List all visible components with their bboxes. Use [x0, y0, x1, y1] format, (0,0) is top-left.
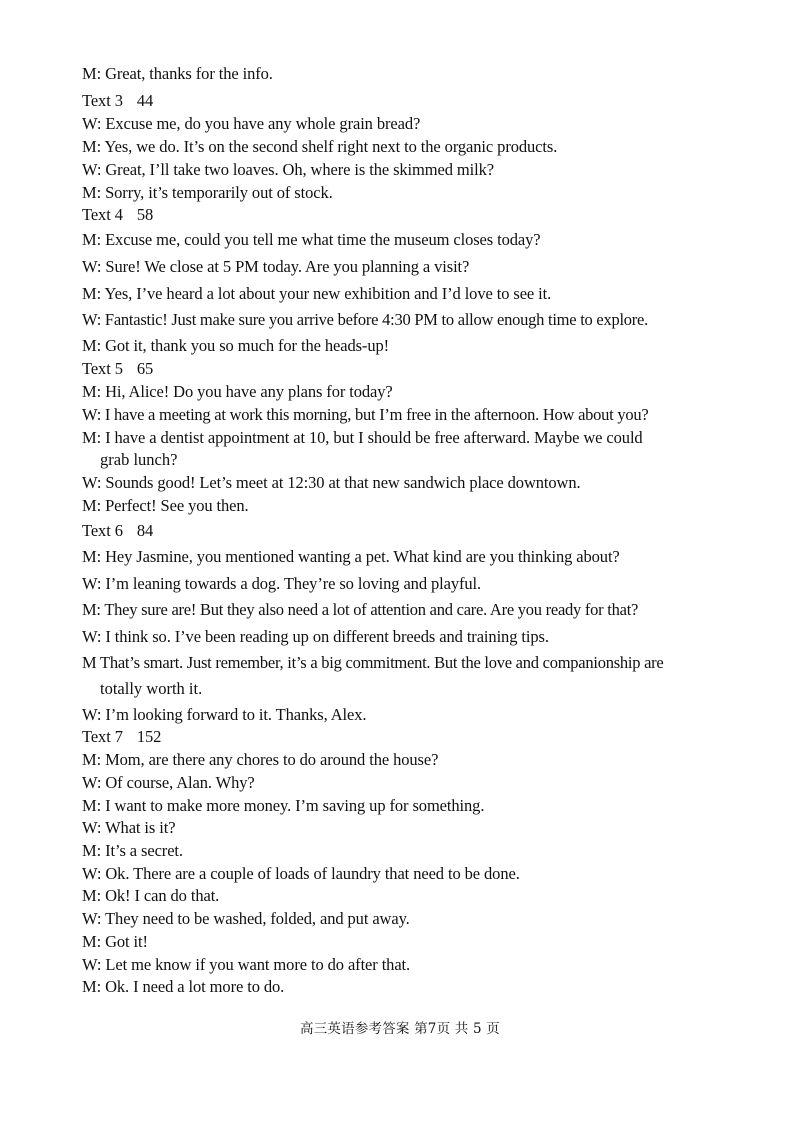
word-count: 58 — [136, 205, 154, 224]
section-label: Text 5 — [82, 359, 123, 378]
section-heading-text-4 — [82, 205, 153, 225]
transcript-line: M: Got it, thank you so much for the heads-up! — [82, 336, 390, 355]
transcript-line: W: Sounds good! Let’s meet at 12:30 at that new sandwich place downtown. — [82, 473, 581, 492]
transcript-line: W: What is it? — [82, 818, 176, 837]
transcript-line: M: Yes, I’ve heard a lot about your new exhibition and I’d love to see it. — [82, 284, 552, 303]
transcript-line: M: It’s a secret. — [82, 841, 183, 860]
transcript-line: W: I think so. I’ve been reading up on different breeds and training tips. — [82, 627, 549, 646]
transcript-line: M: Ok. I need a lot more to do. — [82, 977, 285, 996]
transcript-line: W: I’m leaning towards a dog. They’re so loving and playful. — [82, 574, 482, 593]
transcript-line-continuation: totally worth it. — [100, 679, 203, 698]
section-heading-text-5 — [82, 359, 153, 379]
transcript-line: M: Hi, Alice! Do you have any plans for today? — [82, 382, 393, 401]
transcript-line-continuation: grab lunch? — [100, 450, 178, 469]
transcript-line: M: Great, thanks for the info. — [82, 64, 273, 83]
section-heading-text-6 — [82, 521, 153, 541]
word-count: 152 — [136, 727, 162, 746]
transcript-line: W: I’m looking forward to it. Thanks, Alex. — [82, 705, 367, 724]
section-heading-text-7 — [82, 727, 161, 747]
transcript-line: M That’s smart. Just remember, it’s a big commitment. But the love and companionship are — [82, 653, 664, 672]
word-count: 65 — [136, 359, 154, 378]
transcript-line: W: Let me know if you want more to do after that. — [82, 955, 411, 974]
transcript-line: M: Mom, are there any chores to do around the house? — [82, 750, 439, 769]
section-label: Text 3 — [82, 91, 123, 110]
transcript-line: W: Of course, Alan. Why? — [82, 773, 255, 792]
transcript-line: M: They sure are! But they also need a lot of attention and care. Are you ready for that? — [82, 600, 639, 619]
transcript-line: M: Yes, we do. It’s on the second shelf right next to the organic products. — [82, 137, 558, 156]
transcript-line: W: I have a meeting at work this morning, but I’m free in the afternoon. How about you? — [82, 405, 649, 424]
transcript-line: M: Ok! I can do that. — [82, 886, 220, 905]
section-label: Text 6 — [82, 521, 123, 540]
page-footer: 高三英语参考答案 第7页 共 5 页 — [300, 1021, 500, 1037]
transcript-line: M: I have a dentist appointment at 10, but I should be free afterward. Maybe we could — [82, 428, 643, 447]
transcript-line: M: Sorry, it’s temporarily out of stock. — [82, 183, 333, 202]
section-label: Text 7 — [82, 727, 123, 746]
transcript-line: W: Sure! We close at 5 PM today. Are you planning a visit? — [82, 257, 470, 276]
transcript-line: M: Got it! — [82, 932, 148, 951]
section-label: Text 4 — [82, 205, 123, 224]
transcript-line: M: I want to make more money. I’m saving up for something. — [82, 796, 485, 815]
word-count: 84 — [136, 521, 154, 540]
transcript-line: W: Excuse me, do you have any whole grain bread? — [82, 114, 421, 133]
transcript-line: M: Perfect! See you then. — [82, 496, 249, 515]
transcript-line: M: Hey Jasmine, you mentioned wanting a pet. What kind are you thinking about? — [82, 547, 620, 566]
section-heading-text-3 — [82, 91, 153, 111]
transcript-line: W: They need to be washed, folded, and put away. — [82, 909, 410, 928]
transcript-line: M: Excuse me, could you tell me what time the museum closes today? — [82, 230, 541, 249]
word-count: 44 — [136, 91, 154, 110]
transcript-line: W: Great, I’ll take two loaves. Oh, where is the skimmed milk? — [82, 160, 494, 179]
transcript-line: W: Fantastic! Just make sure you arrive before 4:30 PM to allow enough time to explore. — [82, 310, 648, 329]
transcript-line: W: Ok. There are a couple of loads of laundry that need to be done. — [82, 864, 520, 883]
